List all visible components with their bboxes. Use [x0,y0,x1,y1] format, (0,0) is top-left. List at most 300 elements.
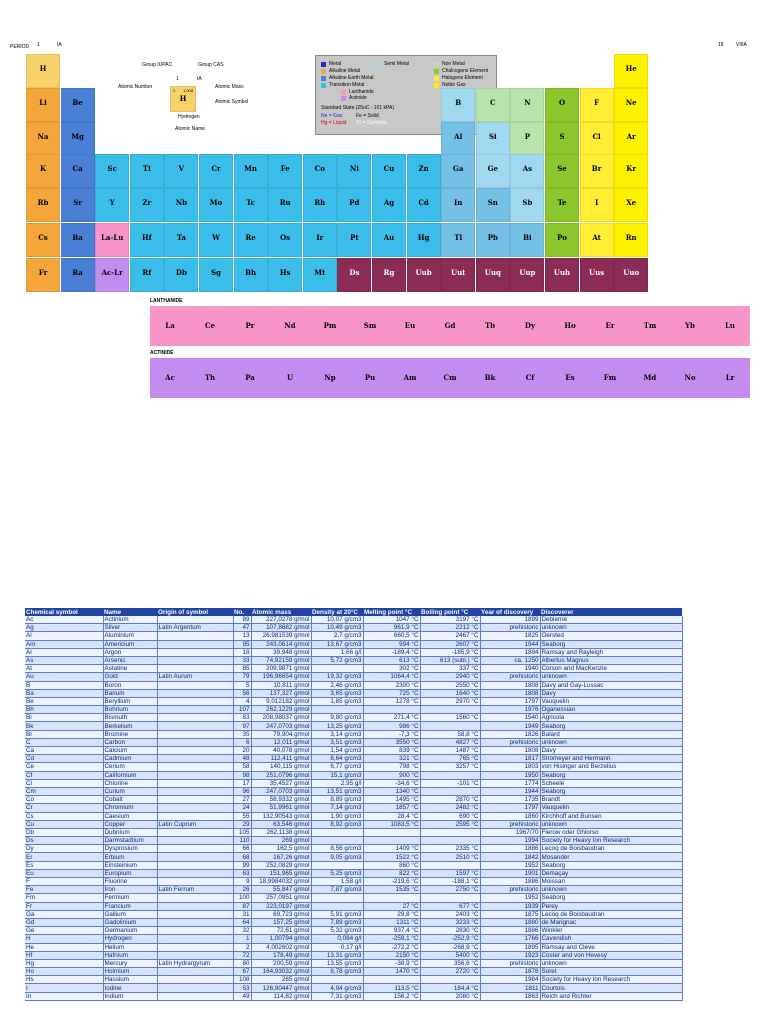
table-cell: 7,87 g/cm3 [311,886,363,894]
table-cell: 8,89 g/cm3 [311,796,363,804]
element-cell-nb: Nb [164,188,198,222]
table-cell: 56 [233,689,251,697]
table-cell: Lecoq de Boisbaudran [540,910,682,918]
table-cell: 1522 °C [363,853,420,861]
table-cell: 68 [233,853,251,861]
table-cell: 1880 [480,918,540,926]
element-cell-li: Li [26,88,60,122]
period-label: PERIOD [10,44,30,50]
table-cell: 1952 [480,894,540,902]
column-header: Chemical symbol [25,608,103,616]
element-cell-rh: Rh [303,188,337,222]
table-cell: Ce [25,763,103,771]
table-cell: Hs [25,976,103,984]
table-cell: Copper [103,820,157,828]
table-row [25,640,682,648]
lanthanide-cell-yb: Yb [685,321,695,330]
table-row [25,951,682,959]
table-cell: Am [25,640,103,648]
table-cell: 126,90447 g/mol [251,984,311,992]
table-cell: 1895 [480,943,540,951]
table-cell: 40,078 g/mol [251,747,311,755]
lanthanide-cell-ho: Ho [564,321,576,330]
key-sample-roman: IA [197,76,202,82]
table-cell: Db [25,828,103,836]
table-cell: Davy [540,747,682,755]
table-row [25,878,682,886]
actinide-cell-md: Md [643,373,657,382]
table-cell: Cobalt [103,796,157,804]
table-cell: Barium [103,689,157,697]
table-row [25,943,682,951]
table-cell: 2482 °C [420,804,480,812]
element-cell-c: C [476,88,510,122]
table-cell: 1340 °C [363,787,420,795]
table-cell: 1875 [480,910,540,918]
table-row [25,959,682,967]
table-cell: 1,66 g/l [311,648,363,656]
element-cell-w: W [199,223,233,257]
lanthanide-cell-pm: Pm [323,321,337,330]
element-cell-sb: Sb [510,188,544,222]
table-cell: 1064,4 °C [363,673,420,681]
element-cell-ne: Ne [614,88,648,122]
table-cell: Boron [103,681,157,689]
table-cell [311,665,363,673]
table-cell: Helium [103,943,157,951]
table-cell: 2595 °C [420,820,480,828]
table-cell: 69,723 g/mol [251,910,311,918]
table-cell: -259,1 °C [363,935,420,943]
element-cell-uuq: Uuq [476,258,510,292]
table-cell: Indium [103,992,157,1000]
element-cell-y: Y [95,188,129,222]
table-cell: -252,9 °C [420,935,480,943]
table-cell [420,722,480,730]
table-cell: 839 °C [363,747,420,755]
element-cell-zr: Zr [130,188,164,222]
table-cell: As [25,656,103,664]
legend-item: Noble Gas [442,82,466,88]
table-cell: 164,93032 g/mol [251,968,311,976]
table-cell: 13 [233,632,251,640]
table-cell: 107,8682 g/mol [251,624,311,632]
element-cell-b: B [441,88,475,122]
table-cell: Moissan [540,878,682,886]
table-cell: Seaborg [540,722,682,730]
table-cell: 32 [233,927,251,935]
table-cell [157,697,233,705]
table-cell: 79,904 g/mol [251,730,311,738]
table-cell: 247,0703 g/mol [251,722,311,730]
table-cell: 1560 °C [420,714,480,722]
table-cell: 937,4 °C [363,927,420,935]
table-cell: 55,847 g/mol [251,886,311,894]
table-cell: 1940 [480,665,540,673]
table-cell [157,878,233,886]
table-cell: 3,51 g/cm3 [311,738,363,746]
table-cell: 1766 [480,935,540,943]
table-cell: 1923 [480,951,540,959]
element-cell-re: Re [234,223,268,257]
table-row [25,624,682,632]
table-cell: H [25,935,103,943]
table-cell: Gadolinium [103,918,157,926]
element-cell-ag: Ag [372,188,406,222]
table-cell: Es [25,861,103,869]
table-cell: 157,25 g/mol [251,918,311,926]
group1-roman: IA [57,42,62,48]
element-cell-pb: Pb [476,223,510,257]
element-cell-cr: Cr [199,154,233,188]
table-cell: Vauquelin [540,697,682,705]
table-row [25,853,682,861]
table-row [25,992,682,1000]
table-cell: Bi [25,714,103,722]
key-atomic-mass: Atomic Mass [215,84,244,90]
table-cell: Hafnium [103,951,157,959]
table-cell: 209,9871 g/mol [251,665,311,673]
table-cell: 2 [233,943,251,951]
table-cell: Lecoq de Boisbaudran [540,845,682,853]
key-sample-name: Hydrogen [178,114,200,120]
table-cell: 196,96654 g/mol [251,673,311,681]
table-row [25,968,682,976]
table-cell: 262,1229 g/mol [251,706,311,714]
table-cell [311,706,363,714]
table-cell: -268,9 °C [420,943,480,951]
table-cell: 613 °C [363,656,420,664]
table-cell: 5,72 g/cm3 [311,656,363,664]
element-cell-xe: Xe [614,188,648,222]
table-cell: 89 [233,616,251,624]
table-cell: 108 [233,976,251,984]
table-cell: Bohrium [103,706,157,714]
actinide-cell-pa: Pa [245,373,255,382]
table-cell: Europium [103,869,157,877]
table-cell: 140,115 g/mol [251,763,311,771]
table-cell: prehistoric [480,820,540,828]
table-cell: F [25,878,103,886]
table-cell [363,976,420,984]
element-cell-se: Se [545,154,579,188]
table-cell [363,828,420,836]
lanthanide-cell-la: La [165,321,175,330]
element-cell-h: H [26,54,60,88]
table-cell: 1826 [480,730,540,738]
table-cell: Cavendish [540,935,682,943]
table-cell: 5,91 g/cm3 [311,910,363,918]
element-cell-as: As [510,154,544,188]
table-row [25,984,682,992]
element-cell-f: F [580,88,614,122]
element-cell-s: S [545,122,579,156]
actinide-cell-th: Th [204,373,216,382]
table-cell: 243,0614 g/mol [251,640,311,648]
table-cell [157,730,233,738]
table-cell: Dubnium [103,828,157,836]
element-cell-fr: Fr [26,258,60,292]
table-cell: unknown [540,624,682,632]
table-cell: 13,51 g/cm3 [311,787,363,795]
table-cell: 1811 [480,984,540,992]
element-cell-p: P [510,122,544,156]
table-cell: -272,2 °C [363,943,420,951]
element-cell-te: Te [545,188,579,222]
table-cell: 3233 °C [420,918,480,926]
element-cell-ti: Ti [130,154,164,188]
table-row [25,656,682,664]
table-cell: 74,92159 g/mol [251,656,311,664]
actinide-cell-lr: Lr [725,373,735,382]
legend-state-gas: Ne = Gas [321,113,343,119]
table-cell [311,837,363,845]
table-row [25,861,682,869]
table-cell: Ho [25,968,103,976]
element-cell-hg: Hg [407,223,441,257]
table-cell [420,828,480,836]
table-cell: Latin Cuprum [157,820,233,828]
table-cell [157,837,233,845]
table-cell: 3197 °C [420,616,480,624]
element-cell-pt: Pt [337,223,371,257]
table-cell: 1860 [480,812,540,820]
table-cell: 1535 °C [363,886,420,894]
table-cell: 356,6 °C [420,959,480,967]
table-row [25,812,682,820]
table-row [25,976,682,984]
table-cell: Oganessian [540,706,682,714]
table-cell: 85 [233,665,251,673]
table-row [25,796,682,804]
table-cell: Francium [103,902,157,910]
table-cell [157,828,233,836]
table-cell: Latin Aurum [157,673,233,681]
element-cell-ra: Ra [61,258,95,292]
element-cell-rb: Rb [26,188,60,222]
table-cell: Fe [25,886,103,894]
element-cell-ni: Ni [337,154,371,188]
table-cell: Ramsay and Rayleigh [540,648,682,656]
table-cell: prehistoric [480,959,540,967]
element-cell-hf: Hf [130,223,164,257]
table-cell: 3257 °C [420,763,480,771]
element-cell-rf: Rf [130,258,164,292]
table-cell: Stromeyer and Hermann [540,755,682,763]
table-cell: Flerow oder Ghiorso [540,828,682,836]
table-cell [157,976,233,984]
table-cell: Californium [103,771,157,779]
table-row [25,722,682,730]
element-cell-cl: Cl [580,122,614,156]
table-cell: Vauquelin [540,804,682,812]
legend-swatch [341,96,346,101]
table-cell: 1878 [480,968,540,976]
legend-item: Non Metal [442,61,465,67]
group1-num: 1 [37,42,40,48]
table-cell [157,951,233,959]
table-cell: 19,32 g/cm3 [311,673,363,681]
element-cell-ru: Ru [268,188,302,222]
table-cell: Berkelium [103,722,157,730]
table-cell [157,943,233,951]
element-cell-k: K [26,154,60,188]
table-cell: Iodine [103,984,157,992]
table-cell: Ds [25,837,103,845]
table-cell: Germanium [103,927,157,935]
legend-swatch [321,69,326,74]
table-cell: 1863 [480,992,540,1000]
table-cell: Curium [103,787,157,795]
table-cell: 2150 °C [363,951,420,959]
table-cell: 2300 °C [363,681,420,689]
element-cell-br: Br [580,154,614,188]
table-cell: Fermium [103,894,157,902]
table-cell: 822 °C [363,869,420,877]
table-cell: 223,0197 g/mol [251,902,311,910]
element-cell-n: N [510,88,544,122]
table-cell: 63 [233,869,251,877]
table-cell: 1967/70 [480,828,540,836]
table-cell: Brandt [540,796,682,804]
table-cell: ca. 1250 [480,656,540,664]
table-cell [157,689,233,697]
table-cell: 1976 [480,706,540,714]
legend-swatch [341,90,346,95]
table-cell: 1808 [480,681,540,689]
table-cell: Davy [540,689,682,697]
table-cell: 10,07 g/cm3 [311,616,363,624]
element-cell-ar: Ar [614,122,648,156]
table-cell: 58,9332 g/mol [251,796,311,804]
element-cell-ge: Ge [476,154,510,188]
element-cell-ac-lr: Ac-Lr [95,258,129,292]
table-cell [157,935,233,943]
table-cell [157,681,233,689]
table-cell: 99 [233,861,251,869]
table-cell: 8,92 g/cm3 [311,820,363,828]
table-cell [157,665,233,673]
column-header: Boiling point °C [420,608,480,616]
table-cell: -189,4 °C [363,648,420,656]
table-cell: 12,011 g/mol [251,738,311,746]
table-cell: 2,95 g/l [311,779,363,787]
table-cell: 87 [233,902,251,910]
table-cell: Soret [540,968,682,976]
table-cell: Cadmium [103,755,157,763]
element-cell-in: In [441,188,475,222]
table-cell: Reich and Richter [540,992,682,1000]
table-cell: 13,67 g/cm3 [311,640,363,648]
table-cell: 2870 °C [420,796,480,804]
table-cell: 29 [233,820,251,828]
table-cell: 269 g/mol [251,837,311,845]
table-cell [157,656,233,664]
table-cell: 1,58 g/l [311,878,363,886]
table-cell: 35,4527 g/mol [251,779,311,787]
key-atomic-name: Atomic Name [175,126,206,132]
table-cell: 100 [233,894,251,902]
table-cell: 4827 °C [420,738,480,746]
table-cell: 5400 °C [420,951,480,959]
table-cell: 110 [233,837,251,845]
table-cell: 6 [233,738,251,746]
table-cell: Eu [25,869,103,877]
legend-swatch [434,76,439,81]
element-cell-uub: Uub [407,258,441,292]
table-cell: 67 [233,968,251,976]
table-row [25,820,682,828]
table-cell [311,861,363,869]
legend-standard-state: Standard State (25oC - 101 kPA) [321,105,395,111]
legend-swatch [321,62,326,67]
table-cell [157,927,233,935]
table-cell: 184,4 °C [420,984,480,992]
table-cell: 2510 °C [420,853,480,861]
table-cell: Cs [25,812,103,820]
element-cell-db: Db [164,258,198,292]
key-sample-cell: 1 1.008 H [170,86,196,112]
table-cell: Scheele [540,779,682,787]
table-cell: Caesium [103,812,157,820]
legend-swatch [434,62,439,67]
table-cell: Mosander [540,853,682,861]
table-cell [157,714,233,722]
table-row [25,837,682,845]
table-cell [157,853,233,861]
element-cell-la-lu: La-Lu [95,223,129,257]
table-cell: 1,85 g/cm3 [311,697,363,705]
table-cell: 1,90 g/cm3 [311,812,363,820]
table-cell: 0,084 g/l [311,935,363,943]
table-cell: Cd [25,755,103,763]
element-cell-cs: Cs [26,223,60,257]
actinide-cell-pu: Pu [364,373,376,382]
table-cell: 66 [233,845,251,853]
table-cell: Ramsay and Cleve [540,943,682,951]
table-cell: 1774 [480,779,540,787]
element-data-table [25,608,683,1001]
table-cell: 5,25 g/cm3 [311,869,363,877]
actinide-cell-cf: Cf [525,373,535,382]
table-cell [157,738,233,746]
table-cell: Argon [103,648,157,656]
table-cell: 1825 [480,632,540,640]
table-cell [420,837,480,845]
table-row [25,828,682,836]
table-cell: prehistoric [480,624,540,632]
table-row [25,697,682,705]
element-cell-mn: Mn [234,154,268,188]
table-cell: 994 °C [363,640,420,648]
column-header: Density at 20°C [311,608,363,616]
table-cell [157,787,233,795]
actinide-cell-es: Es [565,373,575,382]
table-cell: Americium [103,640,157,648]
table-cell: 26,981539 g/mol [251,632,311,640]
table-cell: -34,6 °C [363,779,420,787]
table-cell: 1797 [480,697,540,705]
table-cell: 29,8 °C [363,910,420,918]
table-cell: 105 [233,828,251,836]
lanthanide-cell-dy: Dy [524,321,536,330]
table-cell [157,706,233,714]
table-cell [157,616,233,624]
element-cell-ds: Ds [337,258,371,292]
table-cell: Br [25,730,103,738]
legend-item: Alkaline Earth Metal [329,75,374,81]
table-cell: 8,64 g/cm3 [311,755,363,763]
